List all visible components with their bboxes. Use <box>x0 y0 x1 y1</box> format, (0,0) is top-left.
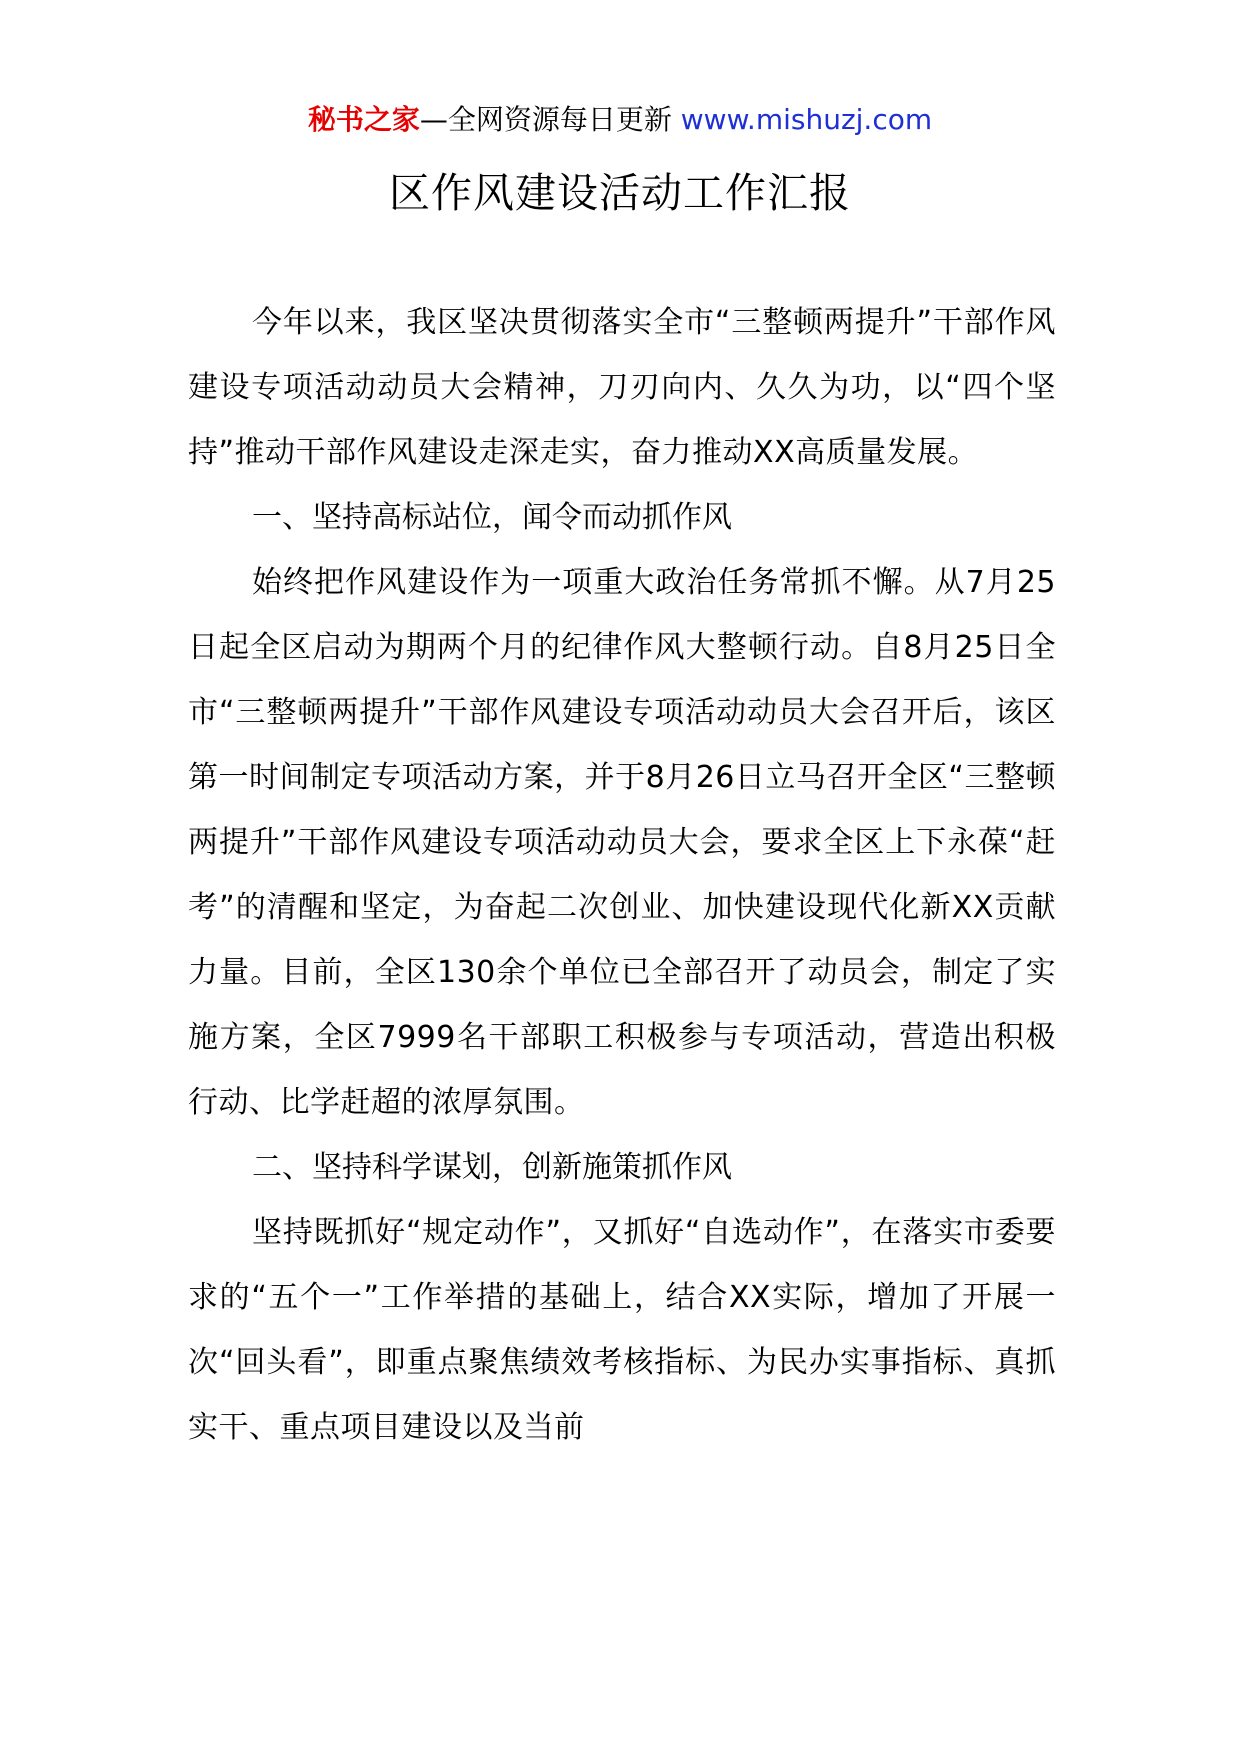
document-body <box>188 290 1056 1460</box>
document-title: 区作风建设活动工作汇报 <box>389 169 851 217</box>
section-heading-2: 二、坚持科学谋划，创新施策抓作风 <box>252 1150 732 1185</box>
intro-paragraph: 今年以来，我区坚决贯彻落实全市“三整顿两提升”干部作风建设专项活动动员大会精神，刀刃向内、久久为功，以“四个坚持”推动干部作风建设走深走实，奋力推动XX高质量发展。 <box>188 305 1056 470</box>
site-url-link[interactable]: www.mishuzj.com <box>680 103 933 136</box>
section-body-2: 坚持既抓好“规定动作”，又抓好“自选动作”，在落实市委要求的“五个一”工作举措的基础上，结合XX实际，增加了开展一次“回头看”，即重点聚焦绩效考核指标、为民办实事指标、真抓实干、重点项目建设以及当前 <box>188 1215 1056 1445</box>
site-tagline: —全网资源每日更新 <box>419 103 681 136</box>
site-brand: 秘书之家 <box>307 103 420 136</box>
site-header <box>0 100 1240 140</box>
section-body-1: 始终把作风建设作为一项重大政治任务常抓不懈。从7月25日起全区启动为期两个月的纪律作风大整顿行动。自8月25日全市“三整顿两提升”干部作风建设专项活动动员大会召开后，该区第一时间制定专项活动方案，并于8月26日立马召开全区“三整顿两提升”干部作风建设专项活动动员大会，要求全区上下永葆“赶考”的清醒和坚定，为奋起二次创业、加快建设现代化新XX贡献力量。目前，全区130余个单位已全部召开了动员会，制定了实施方案，全区7999名干部职工积极参与专项活动，营造出积极行动、比学赶超的浓厚氛围。 <box>188 565 1056 1120</box>
section-heading-1: 一、坚持高标站位，闻令而动抓作风 <box>252 500 732 535</box>
